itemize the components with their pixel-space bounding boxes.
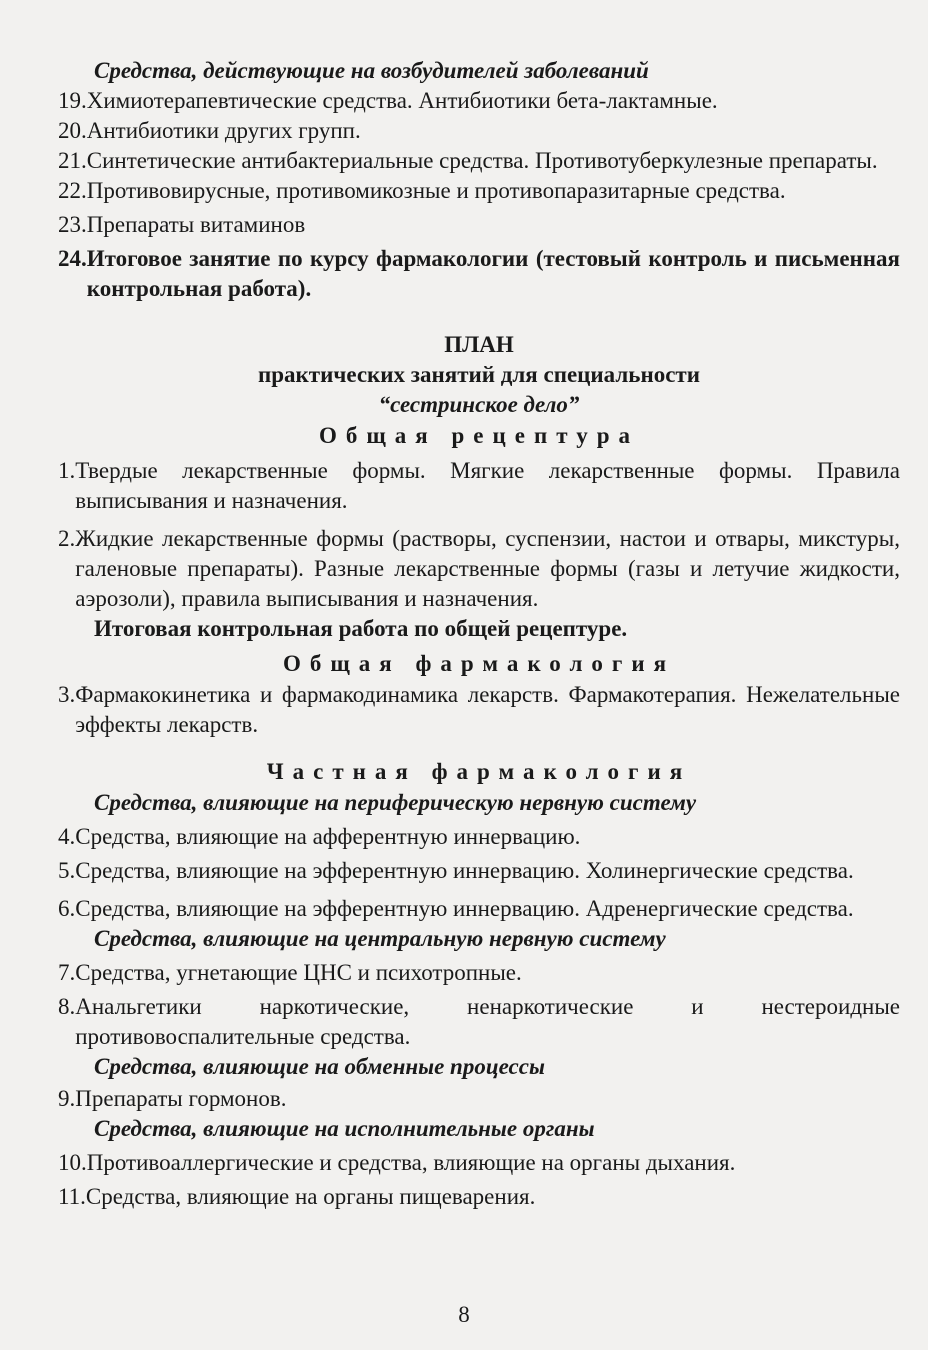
item-number: 10.	[58, 1150, 87, 1175]
item-number: 3.	[58, 682, 76, 707]
item-text: Средства, угнетающие ЦНС и психотропные.	[75, 960, 522, 985]
list-item-21	[58, 146, 900, 176]
item-number: 11.	[58, 1184, 86, 1209]
list-item-5	[58, 856, 900, 886]
item-text: Средства, влияющие на эфферентную иннервацию. Холинергические средства.	[75, 858, 854, 883]
item-text: Противоаллергические и средства, влияющие на органы дыхания.	[86, 1150, 736, 1175]
plan-title: ПЛАН	[444, 332, 514, 357]
plan-subtitle: практических занятий для специальности	[258, 362, 700, 387]
item-text: Твердые лекарственные формы. Мягкие лекарственные формы. Правила выписывания и назначения.	[75, 458, 900, 513]
list-item-11	[58, 1182, 900, 1212]
list-item-7	[58, 958, 900, 988]
page-number: 8	[458, 1302, 470, 1327]
list-item-6	[58, 894, 900, 924]
item-text: Анальгетики наркотические, ненаркотические и нестероидные противовоспалительные средства.	[75, 994, 900, 1049]
item-number: 2.	[58, 526, 76, 551]
item-number: 21.	[58, 148, 87, 173]
item-number: 19.	[58, 88, 87, 113]
item-text: Фармакокинетика и фармакодинамика лекарств. Фармакотерапия. Нежелательные эффекты лекарств.	[75, 682, 900, 737]
list-item-2	[58, 524, 900, 614]
section-heading-metabolic: Средства, влияющие на обменные процессы	[94, 1054, 545, 1079]
item-number: 8.	[58, 994, 76, 1019]
list-item-20	[58, 116, 900, 146]
list-item-3	[58, 680, 900, 740]
section-heading-pathogens: Средства, действующие на возбудителей заболеваний	[94, 58, 649, 83]
item-text: Противовирусные, противомикозные и противопаразитарные средства.	[86, 178, 786, 203]
list-item-1	[58, 456, 900, 516]
item-text: Антибиотики других групп.	[86, 118, 361, 143]
heading-general-pharmacology: Общая фармакология	[282, 651, 676, 676]
item-number: 1.	[58, 458, 76, 483]
heading-general-prescription: Общая рецептура	[319, 423, 639, 448]
item-number: 24.	[58, 246, 87, 271]
item-number: 6.	[58, 896, 76, 921]
plan-specialty: “сестринское дело”	[378, 392, 580, 417]
item-text: Средства, влияющие на эфферентную иннервацию. Адренергические средства.	[75, 896, 854, 921]
section-heading-central: Средства, влияющие на центральную нервную систему	[94, 926, 666, 951]
item-text: Жидкие лекарственные формы (растворы, суспензии, настои и отвары, микстуры, галеновые препараты). Разные лекарственные формы (газы и летучие жидкости, аэрозоли), правила выписывания и назначения.	[75, 526, 900, 611]
item-number: 22.	[58, 178, 87, 203]
item-text: Синтетические антибактериальные средства. Противотуберкулезные препараты.	[86, 148, 878, 173]
list-item-4	[58, 822, 900, 852]
item-number: 9.	[58, 1086, 76, 1111]
item-text: Средства, влияющие на афферентную иннервацию.	[75, 824, 581, 849]
heading-special-pharmacology: Частная фармакология	[266, 759, 692, 784]
list-item-19	[58, 86, 900, 116]
item-number: 7.	[58, 960, 76, 985]
list-item-8	[58, 992, 900, 1052]
list-item-23	[58, 210, 900, 240]
final-test-general-prescription: Итоговая контрольная работа по общей рецептуре.	[94, 616, 628, 641]
item-text: Итоговое занятие по курсу фармакологии (тестовый контроль и письменная контрольная работа).	[86, 246, 900, 301]
list-item-22	[58, 176, 900, 206]
item-text: Средства, влияющие на органы пищеварения.	[85, 1184, 536, 1209]
list-item-9	[58, 1084, 900, 1114]
item-number: 5.	[58, 858, 76, 883]
item-number: 23.	[58, 212, 87, 237]
section-heading-executive: Средства, влияющие на исполнительные органы	[94, 1116, 595, 1141]
item-text: Химиотерапевтические средства. Антибиотики бета-лактамные.	[86, 88, 718, 113]
item-number: 4.	[58, 824, 76, 849]
section-heading-peripheral: Средства, влияющие на периферическую нервную систему	[94, 790, 697, 815]
item-text: Препараты гормонов.	[75, 1086, 287, 1111]
item-text: Препараты витаминов	[86, 212, 306, 237]
list-item-24	[58, 244, 900, 304]
item-number: 20.	[58, 118, 87, 143]
list-item-10	[58, 1148, 900, 1178]
